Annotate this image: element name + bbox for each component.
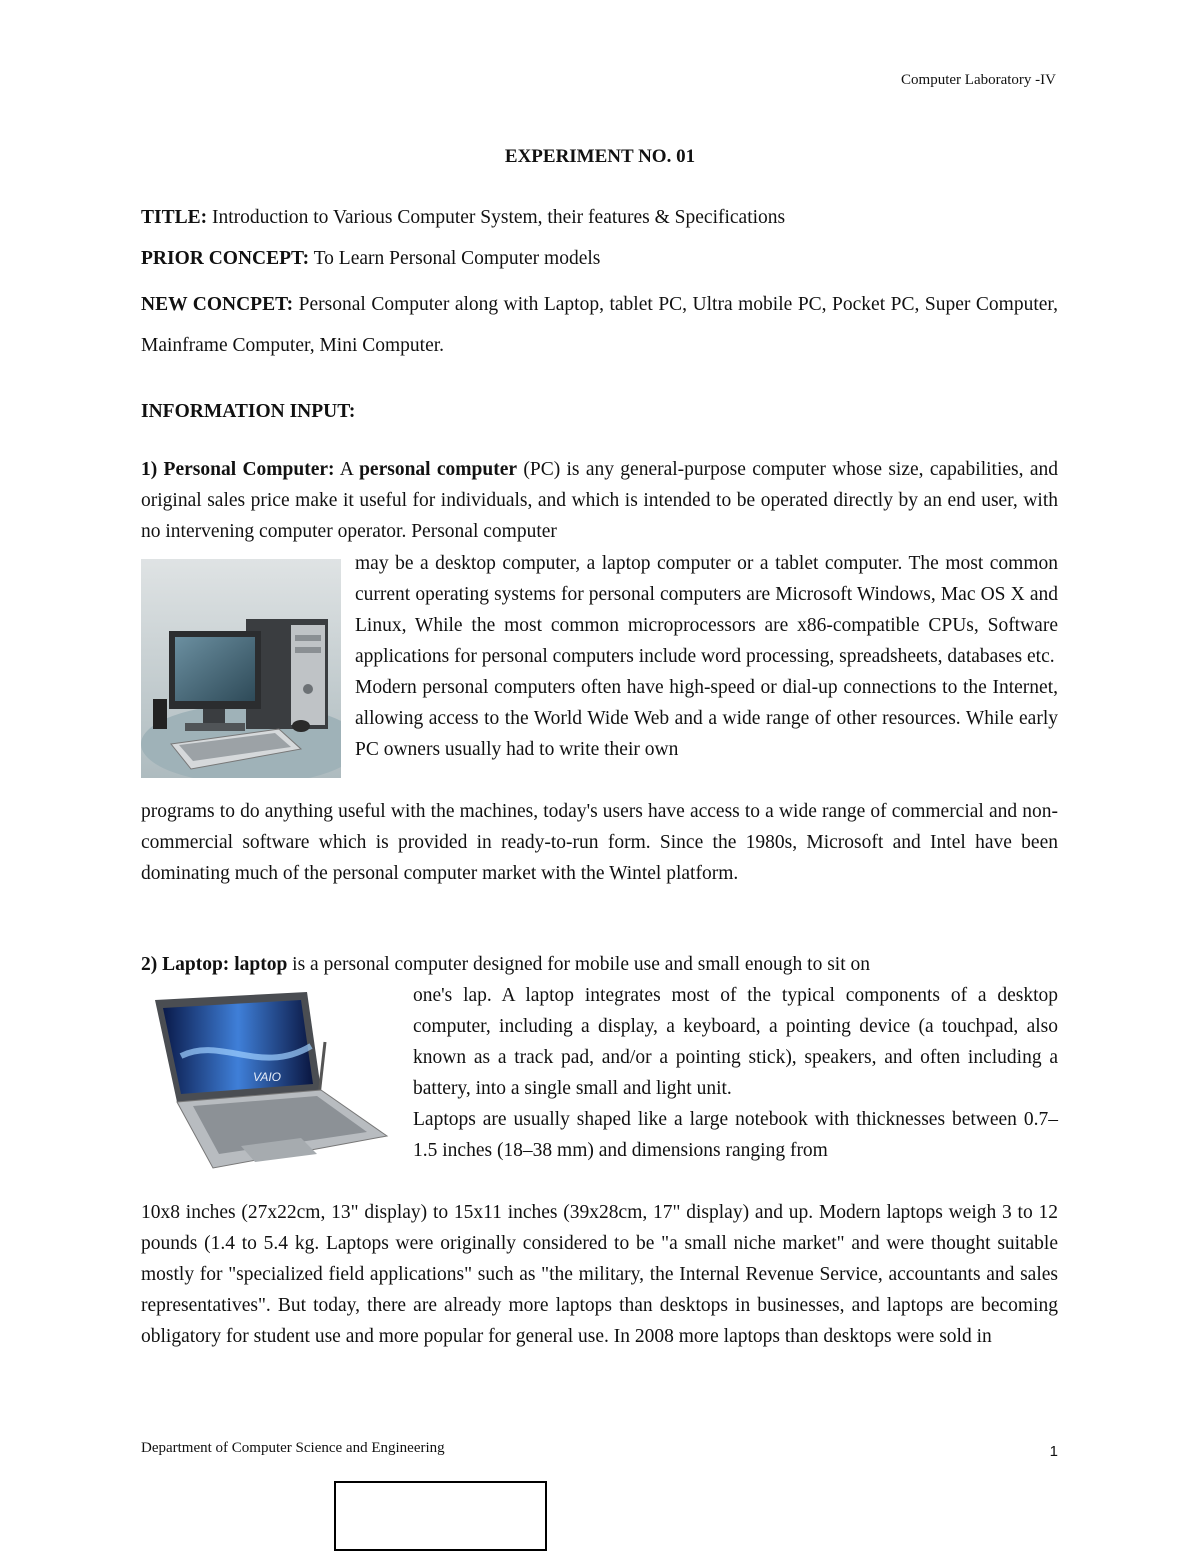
section-laptop-after-text: 10x8 inches (27x22cm, 13" display) to 15x11 inches (39x28cm, 17" display) and up. Modern laptops weigh 3 to 12 pounds (1.4 to 5.4 kg. Laptops were originally considered to be "a small niche market" and were thought suitable mostly for "specialized field applications" such as "the military, the Internal Revenue Service, accountants and sales representatives". But today, there are already more laptops than desktops in businesses, and laptops are becoming obligatory for student use and more popular for general use. In 2008 more laptops than desktops were sold in bbox=[141, 1202, 1058, 1347]
section-pc-label: 1) Personal Computer: bbox=[141, 459, 335, 480]
laptop-image bbox=[141, 986, 401, 1178]
title-value: Introduction to Various Computer System, their features & Specifications bbox=[207, 207, 786, 228]
section-pc-intro: 1) Personal Computer: A personal computer (PC) is any general-purpose computer whose size, capabilities, and original sales price make it useful for individuals, and which is intended to be operated directly by an end user, with no intervening computer operator. Personal computer bbox=[141, 459, 1058, 542]
running-header: Computer Laboratory -IV bbox=[901, 72, 1056, 88]
new-concept-value: Personal Computer along with Laptop, tablet PC, Ultra mobile PC, Pocket PC, Super Computer, Mainframe Computer, Mini Computer. bbox=[141, 294, 1058, 356]
new-concept-label: NEW CONCPET: bbox=[141, 294, 294, 315]
experiment-title: EXPERIMENT NO. 01 bbox=[504, 146, 696, 167]
empty-box bbox=[334, 1481, 547, 1551]
prior-concept-label: PRIOR CONCEPT: bbox=[141, 248, 310, 269]
title-field bbox=[141, 202, 1058, 233]
desktop-computer-image bbox=[141, 559, 341, 778]
section-laptop-intro-text: is a personal computer designed for mobile use and small enough to sit on bbox=[287, 954, 871, 975]
info-heading: INFORMATION INPUT: bbox=[141, 401, 356, 422]
section-pc-wrap-text: may be a desktop computer, a laptop computer or a tablet computer. The most common current operating systems for personal computers are Microsoft Windows, Mac OS X and Linux, While the most common microprocessors are x86-compatible CPUs, Software applications for personal computers include word processing, spreadsheets, databases etc. Modern personal computers often have high-speed or dial-up connections to the Internet, allowing access to the World Wide Web and a wide range of other resources. While early PC owners usually had to write their own bbox=[355, 553, 1058, 760]
vaio-logo: VAIO bbox=[253, 1070, 282, 1084]
prior-concept-field bbox=[141, 243, 1058, 274]
section-laptop-intro bbox=[141, 949, 1058, 980]
section-laptop-label: 2) Laptop: bbox=[141, 954, 230, 975]
section-pc-intro-text: (PC) is any general-purpose computer whose size, capabilities, and original sales price make it useful for individuals, and which is intended to be operated directly by an end user, with no intervening computer operator. Personal computer bbox=[141, 459, 1058, 542]
section-laptop-wrap-text: one's lap. A laptop integrates most of the typical components of a desktop computer, including a display, a keyboard, a pointing device (a touchpad, also known as a track pad, and/or a pointing stick), speakers, and often including a battery, into a single small and light unit. Laptops are usually shaped like a large notebook with thicknesses between 0.7–1.5 inches (18–38 mm) and dimensions ranging from bbox=[413, 985, 1058, 1161]
pc-term: personal computer bbox=[359, 459, 518, 480]
laptop-term: laptop bbox=[229, 954, 288, 975]
section-pc-after-text: programs to do anything useful with the machines, today's users have access to a wide range of commercial and non-commercial software which is provided in ready-to-run form. Since the 1980s, Microsoft and Intel have been dominating much of the personal computer market with the Wintel platform. bbox=[141, 801, 1058, 884]
prior-concept-value: To Learn Personal Computer models bbox=[309, 248, 601, 269]
page-number: 1 bbox=[1049, 1443, 1058, 1460]
title-label: TITLE: bbox=[141, 207, 208, 228]
footer-department: Department of Computer Science and Engineering bbox=[141, 1440, 445, 1456]
new-concept-field bbox=[141, 284, 1058, 366]
